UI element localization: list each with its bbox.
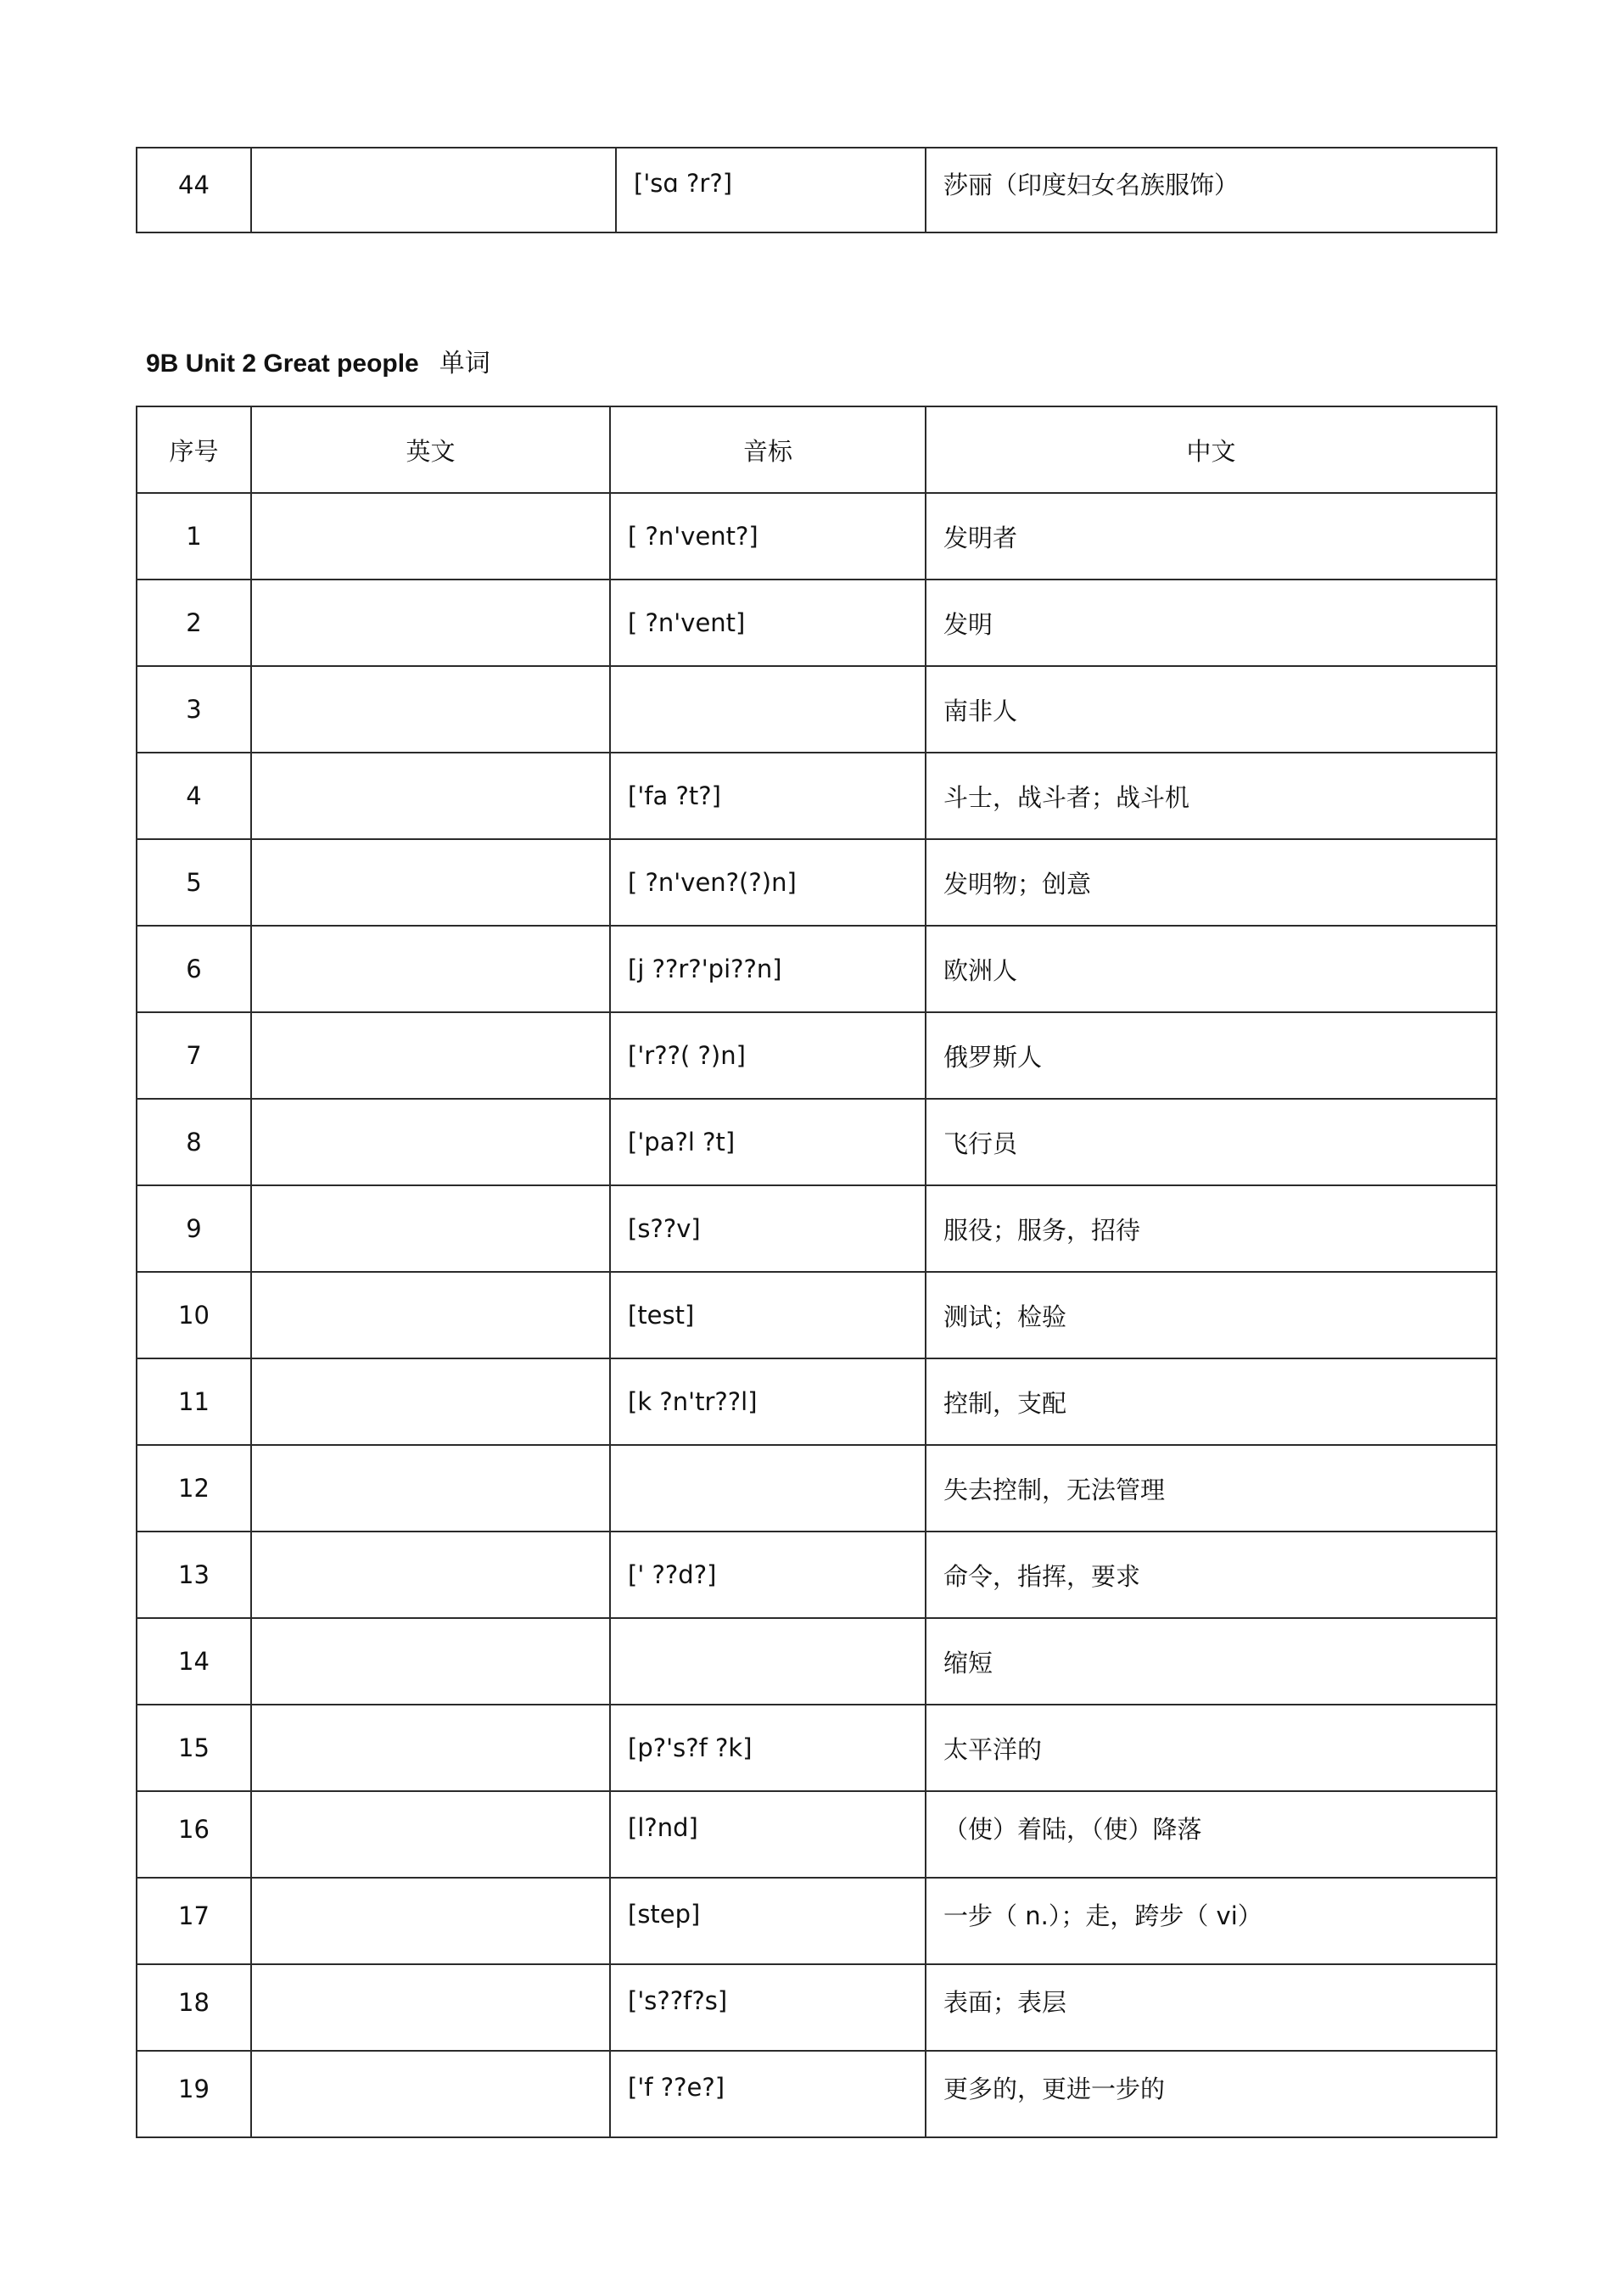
english-word-cell: [251, 2051, 610, 2137]
table-row: [137, 1272, 1497, 1358]
phonetic-cell: ['fa ?t?]: [610, 753, 926, 839]
phonetic-cell: [test]: [610, 1272, 926, 1358]
chinese-meaning-cell: 莎丽（印度妇女名族服饰）: [926, 148, 1497, 232]
header-num: 序号: [137, 406, 251, 493]
chinese-meaning-cell: 命令，指挥，要求: [926, 1532, 1497, 1618]
phonetic-cell: [k ?n'tr??l]: [610, 1358, 926, 1445]
chinese-meaning-cell: 一步（ n.）；走，跨步（ vi）: [926, 1878, 1497, 1964]
phonetic-cell: [step]: [610, 1878, 926, 1964]
phonetic-cell: ['pa?l ?t]: [610, 1099, 926, 1185]
row-number: 12: [137, 1445, 251, 1532]
row-number: 5: [137, 839, 251, 926]
english-word-cell: [251, 926, 610, 1012]
table-row: [137, 1618, 1497, 1705]
table-row: [137, 1185, 1497, 1272]
chinese-meaning-cell: 失去控制，无法管理: [926, 1445, 1497, 1532]
english-word-cell: [251, 1358, 610, 1445]
english-word-cell: [251, 148, 616, 232]
row-number: 9: [137, 1185, 251, 1272]
english-word-cell: [251, 1705, 610, 1791]
phonetic-cell: [ ?n'vent]: [610, 580, 926, 666]
phonetic-cell: [610, 1445, 926, 1532]
row-number: 44: [137, 148, 251, 232]
header-row: [137, 406, 1497, 493]
header-phonetic: 音标: [610, 406, 926, 493]
chinese-meaning-cell: 欧洲人: [926, 926, 1497, 1012]
english-word-cell: [251, 1445, 610, 1532]
row-number: 1: [137, 493, 251, 580]
english-word-cell: [251, 1878, 610, 1964]
chinese-meaning-cell: 发明物；创意: [926, 839, 1497, 926]
table-row: [137, 1445, 1497, 1532]
chinese-meaning-cell: 缩短: [926, 1618, 1497, 1705]
phonetic-cell: [l?nd]: [610, 1791, 926, 1878]
chinese-meaning-cell: 控制，支配: [926, 1358, 1497, 1445]
row-number: 13: [137, 1532, 251, 1618]
row-number: 7: [137, 1012, 251, 1099]
row-number: 8: [137, 1099, 251, 1185]
chinese-meaning-cell: 更多的，更进一步的: [926, 2051, 1497, 2137]
row-number: 6: [137, 926, 251, 1012]
row-number: 2: [137, 580, 251, 666]
phonetic-cell: [ ?n'ven?(?)n]: [610, 839, 926, 926]
table-row: [137, 839, 1497, 926]
table-row: [137, 753, 1497, 839]
section-title-english: 9B Unit 2 Great people: [146, 350, 419, 378]
table-row: [137, 2051, 1497, 2137]
row-number: 4: [137, 753, 251, 839]
table-row: [137, 1791, 1497, 1878]
english-word-cell: [251, 1099, 610, 1185]
table-row: [137, 493, 1497, 580]
chinese-meaning-cell: 发明者: [926, 493, 1497, 580]
english-word-cell: [251, 1532, 610, 1618]
row-number: 16: [137, 1791, 251, 1878]
row-number: 19: [137, 2051, 251, 2137]
vocab-table-body: [137, 493, 1497, 2137]
english-word-cell: [251, 1012, 610, 1099]
english-word-cell: [251, 1618, 610, 1705]
phonetic-cell: [p?'s?f ?k]: [610, 1705, 926, 1791]
english-word-cell: [251, 666, 610, 753]
phonetic-cell: [610, 1618, 926, 1705]
english-word-cell: [251, 1185, 610, 1272]
row-number: 15: [137, 1705, 251, 1791]
chinese-meaning-cell: （使）着陆，（使）降落: [926, 1791, 1497, 1878]
chinese-meaning-cell: 飞行员: [926, 1099, 1497, 1185]
table-row: [137, 1705, 1497, 1791]
chinese-meaning-cell: 测试；检验: [926, 1272, 1497, 1358]
chinese-meaning-cell: 服役；服务，招待: [926, 1185, 1497, 1272]
row-number: 18: [137, 1964, 251, 2051]
phonetic-cell: ['f ??e?]: [610, 2051, 926, 2137]
header-english: 英文: [251, 406, 610, 493]
english-word-cell: [251, 1791, 610, 1878]
table-row: [137, 580, 1497, 666]
previous-vocab-table: [136, 147, 1497, 233]
table-row: [137, 1358, 1497, 1445]
table-row: [137, 1099, 1497, 1185]
table-row: [137, 926, 1497, 1012]
phonetic-cell: [ ?n'vent?]: [610, 493, 926, 580]
phonetic-cell: [j ??r?'pi??n]: [610, 926, 926, 1012]
row-number: 10: [137, 1272, 251, 1358]
section-title-chinese: 单词: [439, 349, 490, 378]
table-row: [137, 1532, 1497, 1618]
phonetic-cell: ['s??f?s]: [610, 1964, 926, 2051]
chinese-meaning-cell: 发明: [926, 580, 1497, 666]
chinese-meaning-cell: 南非人: [926, 666, 1497, 753]
english-word-cell: [251, 1964, 610, 2051]
chinese-meaning-cell: 太平洋的: [926, 1705, 1497, 1791]
chinese-meaning-cell: 俄罗斯人: [926, 1012, 1497, 1099]
phonetic-cell: ['sɑ ?r?]: [616, 148, 926, 232]
table-row: [137, 666, 1497, 753]
table-row: [137, 1878, 1497, 1964]
section-title: [146, 342, 490, 379]
row-number: 14: [137, 1618, 251, 1705]
english-word-cell: [251, 493, 610, 580]
row-number: 3: [137, 666, 251, 753]
phonetic-cell: [' ??d?]: [610, 1532, 926, 1618]
phonetic-cell: ['r??( ?)n]: [610, 1012, 926, 1099]
english-word-cell: [251, 1272, 610, 1358]
table-row: [137, 1012, 1497, 1099]
english-word-cell: [251, 580, 610, 666]
table-row: [137, 1964, 1497, 2051]
chinese-meaning-cell: 表面；表层: [926, 1964, 1497, 2051]
chinese-meaning-cell: 斗士，战斗者；战斗机: [926, 753, 1497, 839]
english-word-cell: [251, 753, 610, 839]
vocab-table: [136, 406, 1497, 2138]
table-row: [137, 148, 1497, 232]
previous-vocab-table-body: [137, 148, 1497, 232]
phonetic-cell: [s??v]: [610, 1185, 926, 1272]
phonetic-cell: [610, 666, 926, 753]
english-word-cell: [251, 839, 610, 926]
row-number: 11: [137, 1358, 251, 1445]
header-chinese: 中文: [926, 406, 1497, 493]
row-number: 17: [137, 1878, 251, 1964]
